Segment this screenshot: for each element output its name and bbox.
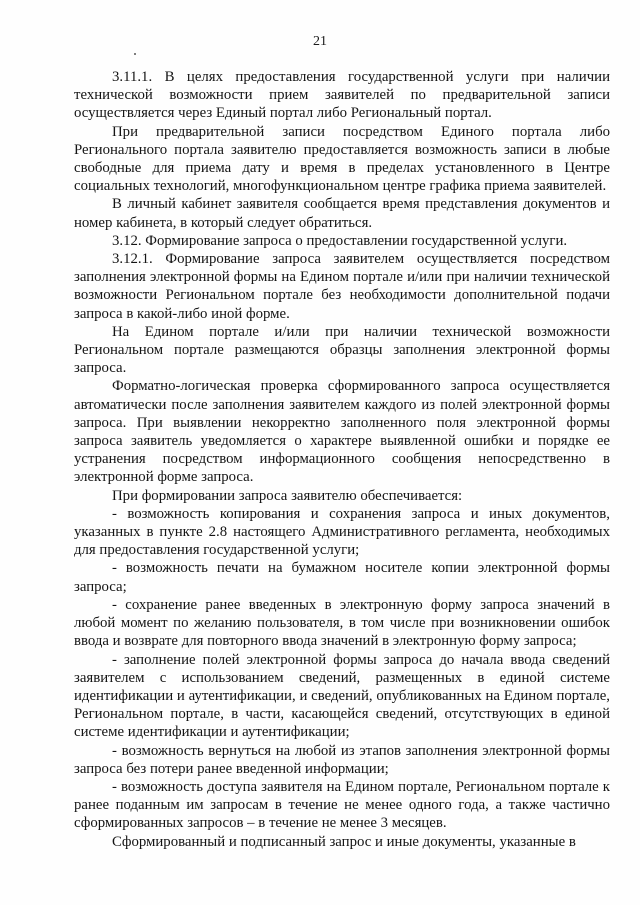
list-item-copy-save: - возможность копирования и сохранения запроса и иных документов, указанных в пункте 2.8 настоящего Административного регламента, необходимых для предоставления государственной услуги; [74,505,610,559]
list-item-access-history: - возможность доступа заявителя на Едином портале, Региональном портале к ранее поданным им запросам в течение не менее одного года, а также частично сформированных запросов – в течение не менее 3 месяцев. [74,778,610,832]
list-item-save-values: - сохранение ранее введенных в электронную форму запроса значений в любой момент по желанию пользователя, в том числе при возникновении ошибок ввода и возврате для повторного ввода значений в электронную форму запроса; [74,596,610,650]
document-body [74,68,610,851]
scan-dot [134,53,136,55]
page-number: 21 [313,34,327,49]
paragraph-3-12: 3.12. Формирование запроса о предоставлении государственной услуги. [112,232,568,249]
paragraph-3-12-1: 3.12.1. Формирование запроса заявителем осуществляется посредством заполнения электронной формы на Едином портале и/или при наличии технической возможности Региональном портале без необходимости дополнительной подачи запроса в какой-либо иной форме. [74,251,610,322]
paragraph-3-11-1: 3.11.1. В целях предоставления государственной услуги при наличии технической возможности прием заявителей по предварительной записи осуществляется через Единый портал либо Региональный портал. [74,69,610,122]
paragraph-format-check: Форматно-логическая проверка сформированного запроса осуществляется автоматически после заполнения заявителем каждого из полей электронной формы запроса. При выявлении некорректно заполненного поля электронной формы запроса заявитель уведомляется о характере выявленной ошибки и порядке ее устранения посредством информационного сообщения непосредственно в электронной форме запроса. [74,378,610,486]
list-item-print: - возможность печати на бумажном носителе копии электронной формы запроса; [74,560,610,595]
paragraph-provided-list-intro: При формировании запроса заявителю обеспечивается: [112,487,463,504]
paragraph-signed-request: Сформированный и подписанный запрос и иные документы, указанные в [112,833,576,850]
list-item-return-step: - возможность вернуться на любой из этапов заполнения электронной формы запроса без потери ранее введенной информации; [74,742,610,777]
paragraph-personal-account: В личный кабинет заявителя сообщается время представления документов и номер кабинета, в который следует обратиться. [74,196,610,231]
paragraph-samples: На Едином портале и/или при наличии технической возможности Региональном портале размещаются образцы заполнения электронной формы запроса. [74,323,610,377]
paragraph-preliminary-booking: При предварительной записи посредством Единого портала либо Регионального портала заявителю предоставляется возможность записи в любые свободные для приема дату и время в пределах установленного в Центре социальных технологий, многофункциональном центре графика приема заявителей. [74,123,610,195]
list-item-prefill: - заполнение полей электронной формы запроса до начала ввода сведений заявителем с использованием сведений, размещенных в единой системе идентификации и аутентификации, и сведений, опубликованных на Едином портале, Региональном портале, в части, касающейся сведений, отсутствующих в единой системе идентификации и аутентификации; [74,651,610,741]
